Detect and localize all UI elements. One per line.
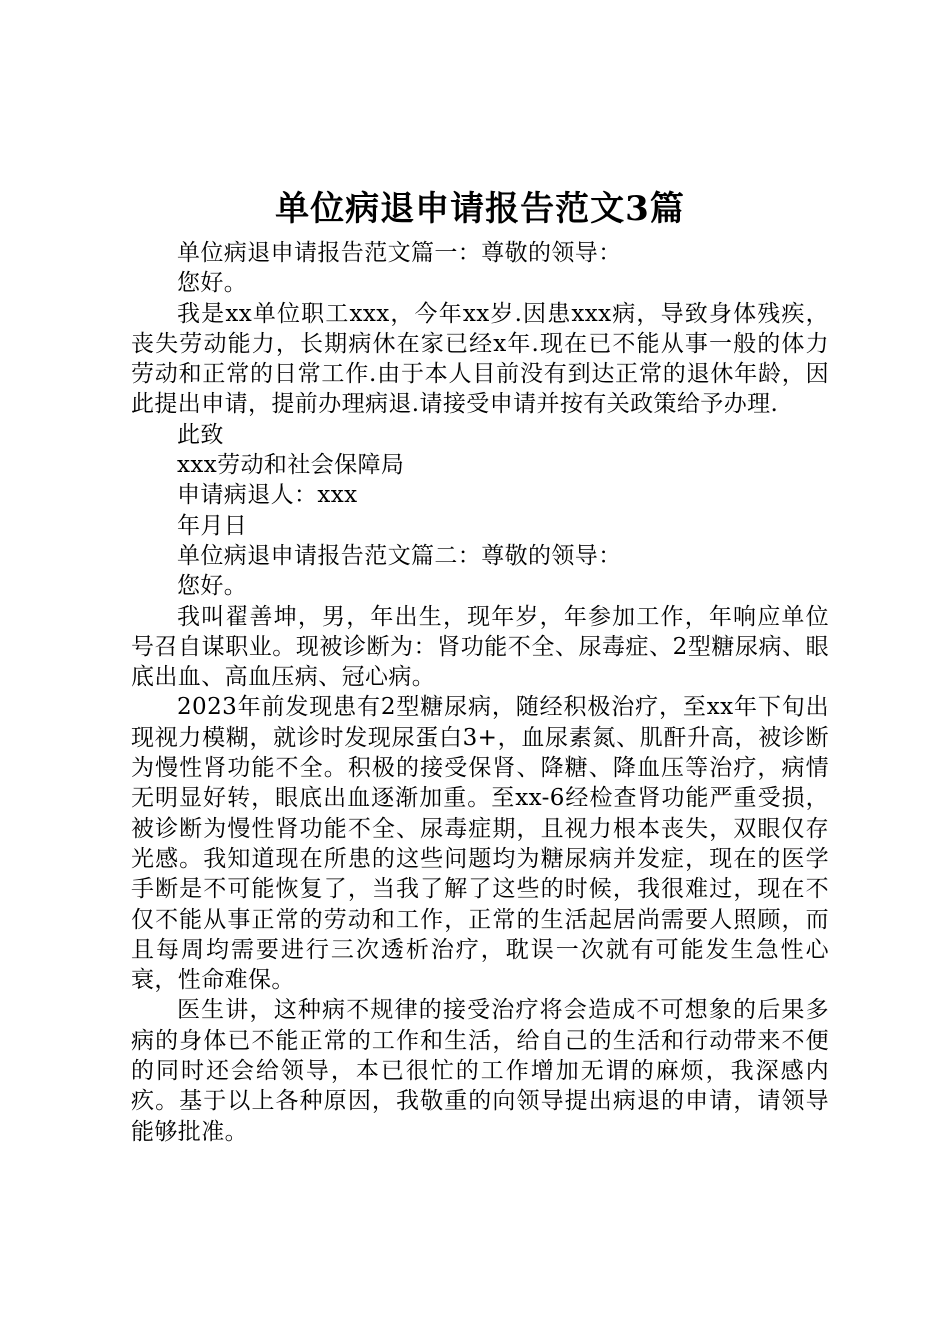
paragraph-body-2b: 2023年前发现患有2型糖尿病，随经积极治疗，至xx年下旬出现视力模糊，就诊时发现尿蛋白3+，血尿素氮、肌酐升高，被诊断为慢性肾功能不全。积极的接受保肾、降糖、降血压等治疗，病情无明显好转，眼底出血逐渐加重。至xx-6经检查肾功能严重受损，被诊断为慢性肾功能不全、尿毒症期，且视力根本丧失，双眼仅存光感。我知道现在所患的这些问题均为糖尿病并发症，现在的医学手断是不可能恢复了，当我了解了这些的时候，我很难过，现在不仅不能从事正常的劳动和工作，正常的生活起居尚需要人照顾，而且每周均需要进行三次透析治疗，耽误一次就有可能发生急性心衰，性命难保。 <box>131 694 829 994</box>
paragraph-recipient: xxx劳动和社会保障局 <box>177 452 405 479</box>
document-body <box>131 184 829 1147</box>
document-title: 单位病退申请报告范文3篇 <box>275 189 685 229</box>
paragraph-date: 年月日 <box>177 512 248 539</box>
paragraph-closing: 此致 <box>177 421 224 448</box>
paragraph-body-2a: 我叫翟善坤，男，年出生，现年岁，年参加工作，年响应单位号召自谋职业。现被诊断为：肾功能不全、尿毒症、2型糖尿病、眼底出血、高血压病、冠心病。 <box>131 603 829 691</box>
paragraph-body-1: 我是xx单位职工xxx，今年xx岁.因患xxx病，导致身体残疾，丧失劳动能力，长期病休在家已经x年.现在已不能从事一般的体力劳动和正常的日常工作.由于本人目前没有到达正常的退休年龄，因此提出申请，提前办理病退.请接受申请并按有关政策给予办理. <box>131 300 829 418</box>
paragraph-hello-2: 您好。 <box>177 573 248 600</box>
paragraph-hello-1: 您好。 <box>177 270 248 297</box>
paragraph-greeting-1: 单位病退申请报告范文篇一：尊敬的领导： <box>177 240 622 266</box>
paragraph-applicant: 申请病退人：xxx <box>177 482 358 509</box>
paragraph-body-2c: 医生讲，这种病不规律的接受治疗将会造成不可想象的后果多病的身体已不能正常的工作和生活，给自己的生活和行动带来不便的同时还会给领导，本已很忙的工作增加无谓的麻烦，我深感内疚。基于以上各种原因，我敬重的向领导提出病退的申请，请领导能够批准。 <box>131 997 829 1145</box>
paragraph-greeting-2: 单位病退申请报告范文篇二：尊敬的领导： <box>177 542 622 569</box>
